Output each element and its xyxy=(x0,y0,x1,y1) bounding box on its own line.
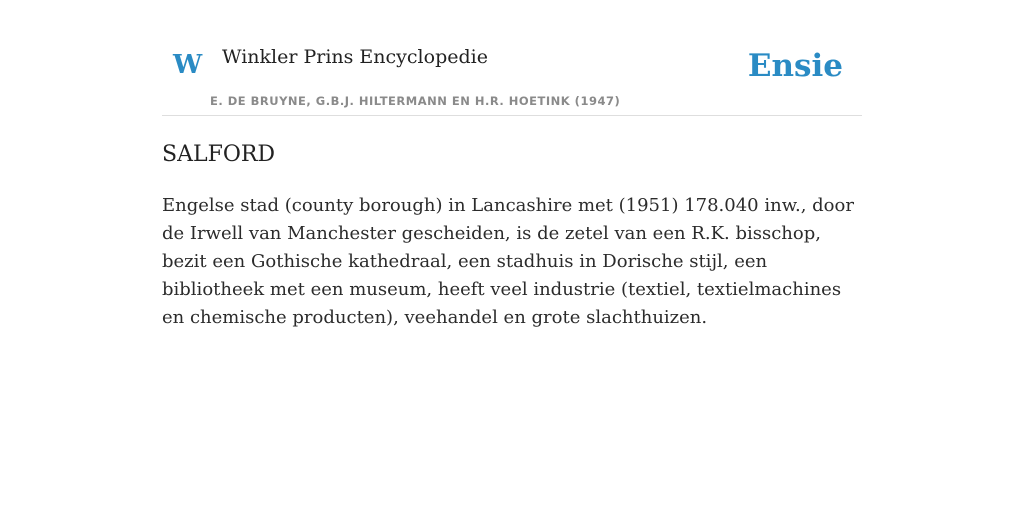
page xyxy=(162,0,862,332)
book-header xyxy=(162,40,862,116)
book-authors: E. DE BRUYNE, G.B.J. HILTERMANN EN H.R. HOETINK (1947) xyxy=(210,94,621,108)
entry-body: Engelse stad (county borough) in Lancashire met (1951) 178.040 inw., door de Irwell van Manchester gescheiden, is de zetel van een R.K. bisschop, bezit een Gothische kathedraal, een stadhuis in Dorische stijl, een bibliotheek met een museum, heeft veel industrie (textiel, textielmachines en chemische producten), veehandel en grote slachthuizen. xyxy=(162,195,854,328)
entry-title: SALFORD xyxy=(162,142,276,167)
book-logo[interactable]: W xyxy=(173,50,203,80)
site-logo[interactable]: Ensie xyxy=(747,48,843,84)
book-title-link[interactable]: Winkler Prins Encyclopedie xyxy=(222,46,488,68)
